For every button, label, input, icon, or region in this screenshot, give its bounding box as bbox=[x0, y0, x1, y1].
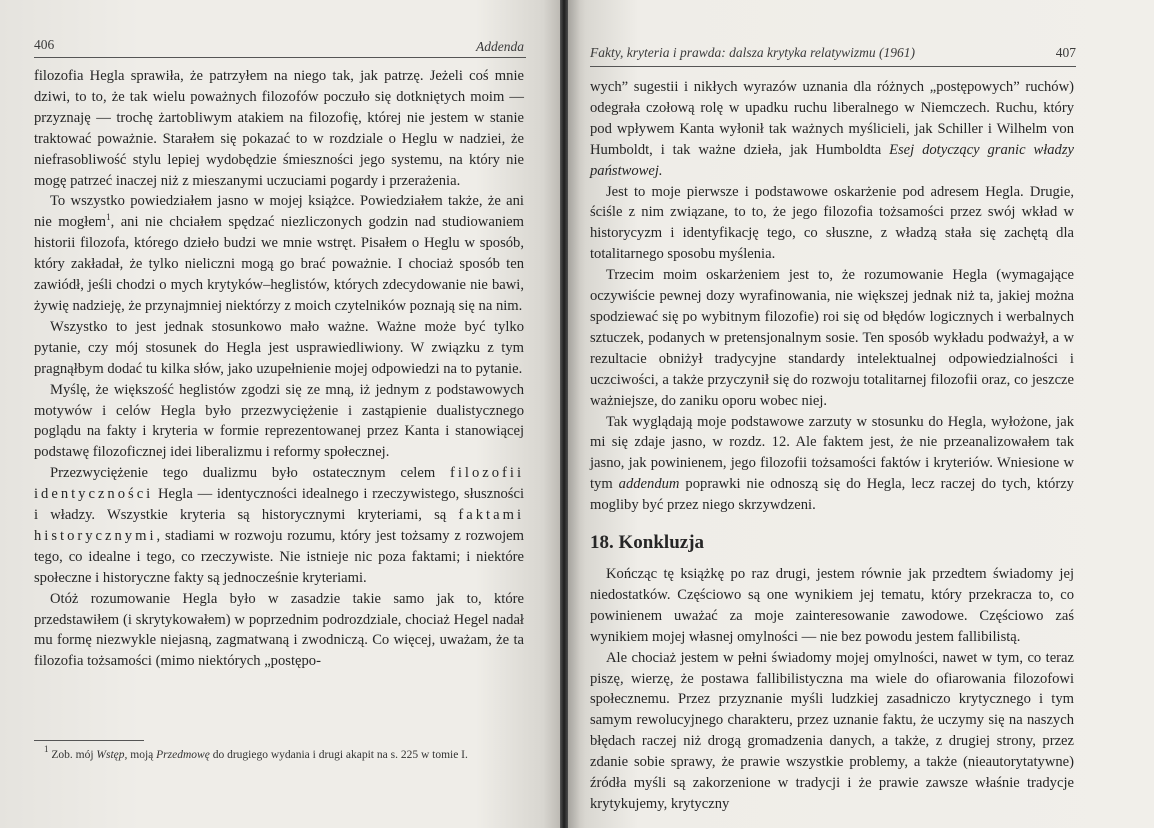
footnote bbox=[34, 744, 512, 763]
paragraph: Myślę, że większość heglistów zgodzi się ze mną, iż jednym z podstawowych motywów i celów Hegla było przezwyciężenie i zastąpienie dualistycznego poglądu na fakty i kryteria w formie reprezentowanej przez Kanta i stanowiącej podstawę filozoficznej idei liberalizmu i reformy społecznej. bbox=[34, 381, 524, 461]
left-page bbox=[0, 0, 560, 828]
header-rule bbox=[590, 66, 1076, 67]
footnote-marker: 1 bbox=[106, 212, 111, 223]
paragraph bbox=[590, 412, 1074, 517]
text-run: To wszystko powiedziałem jasno w mojej książce. Powiedziałem także, że ani nie mogłem bbox=[34, 193, 524, 231]
text-run: moją bbox=[127, 749, 157, 761]
italic-text: Esej dotyczący granic władzy państwowej. bbox=[590, 141, 1074, 179]
text-run: , stadiami w rozwoju rozumu, który jest tożsamy z rozwojem tego, co idealne i tego, co rzeczywiste. Nie istnieje nic poza faktami; i niektóre społeczne i historyczne fakty są jednocześnie kryteriami. bbox=[34, 527, 524, 586]
book-gutter bbox=[560, 0, 568, 828]
text-run: , ani nie chciałem spędzać niezliczonych godzin nad studiowaniem historii filozofa, którego dzieło budzi we mnie wstręt. Pisałem o Heglu w sposób, który zakładał, że tylko nieliczni mogą go brać poważnie. I chociaż sposób ten zawiódł, jeśli chodzi o mych krytyków–heglistów, których zdecydowanie nie bawi, żywię nadzieję, że przynajmniej niektórzy z moich czytelników poznają się na nim. bbox=[34, 214, 525, 314]
right-page bbox=[568, 0, 1154, 828]
text-run: wych” sugestii i nikłych wyrazów uznania dla różnych „postępowych” ruchów) odegrała czołową rolę w upadku ruchu liberalnego w Niemczech. Ruchu, który pod wpływem Kanta wyłonił tak ważnych myślicieli, jak Schiller i Wilhelm von Humboldt, i tak ważne dzieła, jak Humboldta bbox=[590, 79, 1074, 158]
footnote-rule bbox=[34, 740, 144, 741]
paragraph: filozofia Hegla sprawiła, że patrzyłem na niego tak, jak patrzę. Jeżeli coś mnie dziwi, to to, że tak wielu poważnych filozofów poczuło się dotkniętych moim — przyznaję — trochę żartobliwym atakiem na filozofię, której nie jestem w stanie traktować poważnie. Starałem się pokazać to w rozdziale o Heglu w nadziei, że niefrasobliwość stylu lepiej wydobędzie śmieszności jego systemu, na który nie mogę patrzeć inaczej niż z mieszanymi uczuciami pogardy i przerażenia. bbox=[34, 68, 524, 189]
section-heading: 18. Konkluzja bbox=[590, 532, 705, 554]
spaced-emphasis: filozofii identyczności bbox=[34, 465, 524, 503]
paragraph bbox=[590, 77, 1074, 182]
text-run: Tak wyglądają moje podstawowe zarzuty w stosunku do Hegla, wyłożone, jak mi się zdaje jasno, w rozdz. 12. Ale faktem jest, że nie przeanalizowałem tak jasno, jak powinienem, jego filozofii tożsamości faktów i kryteriów. Wniesione w tym bbox=[590, 413, 1074, 493]
page-number: 406 bbox=[34, 37, 55, 52]
paragraph: Ale chociaż jestem w pełni świadomy mojej omylności, nawet w tym, co teraz piszę, wierzę, że postawa fallibilistyczna ma wiele do ofiarowania filozofowi społecznemu. Przez przyznanie myśli ludzkiej zasadniczo krytycznego i tym samym rewolucyjnego charakteru, przez uznanie faktu, że uczymy się na naszych błędach raczej niż drogą gromadzenia danych, a także, z drugiej strony, przez zdanie sobie sprawy, że prawie wszystkie problemy, a także (nieautorytatywne) źródła myśli są zakorzenione w tradycji i że prawie zawsze właśnie tradycje krytykujemy, krytyczny bbox=[590, 649, 1074, 812]
page-shadow bbox=[568, 0, 580, 828]
spaced-emphasis: faktami historycznymi bbox=[34, 507, 524, 544]
text-run: Przezwyciężenie tego dualizmu było ostatecznym celem bbox=[50, 465, 450, 482]
italic-text: Przedmowę bbox=[156, 749, 210, 761]
paragraph bbox=[34, 191, 524, 316]
running-head: Fakty, kryteria i prawda: dalsza krytyka relatywizmu (1961) bbox=[590, 45, 915, 60]
paragraph: Jest to moje pierwsze i podstawowe oskarżenie pod adresem Hegla. Drugie, ściśle z nim związane, to to, że jego filozofia tożsamości przez swój wkład w historycyzm i identyfikację tego, co słuszne, z władzą stała się zachętą dla totalitarnego sposobu myślenia. bbox=[590, 183, 1074, 263]
page-number: 407 bbox=[1055, 45, 1076, 60]
paragraph: Kończąc tę książkę po raz drugi, jestem równie jak przedtem świadomy jej niedostatków. Częściowo są one wynikiem jej tematu, który przekracza to, co powinienem uważać za moje zainteresowanie zawodowe. Częściowo zaś wynikiem mojej własnej omylności — nie bez powodu jestem fallibilistą. bbox=[590, 566, 1074, 645]
italic-text: Wstęp, bbox=[96, 749, 128, 761]
left-body-text bbox=[34, 66, 524, 672]
paragraph: Otóż rozumowanie Hegla było w zasadzie takie samo jak to, które przedstawiłem (i skrytykowałem) w poprzednim podrozdziale, chociaż Hegel nadał mu formę niezwykle niejasną, zagmatwaną i zwodniczą. Co więcej, uważam, że ta filozofia tożsamości (mimo niektórych „postępo- bbox=[34, 590, 524, 670]
text-run: Hegla — identyczności idealnego i rzeczywistego, słuszności i władzy. Wszystkie kryteria są historycznymi kryteriami, są bbox=[34, 486, 524, 524]
text-run: Zob. mój bbox=[51, 749, 97, 761]
running-head: Addenda bbox=[476, 39, 524, 54]
text-run: poprawki nie odnoszą się do Hegla, lecz raczej do tych, którzy mogliby być przez niego skrzywdzeni. bbox=[590, 476, 1074, 514]
paragraph: Wszystko to jest jednak stosunkowo mało ważne. Ważne może być tylko pytanie, czy mój stosunek do Hegla jest usprawiedliwiony. W związku z tym pragnąłbym dodać tu kilka słów, jako uzupełnienie mojej odpowiedzi na to pytanie. bbox=[34, 318, 524, 377]
header-rule bbox=[34, 57, 526, 58]
right-body-text bbox=[590, 77, 1074, 815]
paragraph: Trzecim moim oskarżeniem jest to, że rozumowanie Hegla (wymagające oczywiście pewnej dozy wyrafinowania, nie większej jednak niż ta, jakiej można spodziewać się po wybitnym filozofie) roi się od błędów logicznych i werbalnych sztuczek, podanych w pretensjonalnym sosie. Ten sposób wykładu podważył, a w rezultacie obniżył tradycyjne standardy intelektualnej odpowiedzialności i uczciwości, a także przyczynił się do rozwoju totalitarnej filozofii oraz, co jeszcze ważniejsze, do zaniku oporu wobec niej. bbox=[590, 267, 1074, 409]
footnote-number: 1 bbox=[44, 744, 49, 754]
paragraph bbox=[34, 463, 524, 588]
text-run: do drugiego wydania i drugi akapit na s. 225 w tomie I. bbox=[209, 749, 468, 761]
italic-text: addendum bbox=[618, 476, 680, 493]
